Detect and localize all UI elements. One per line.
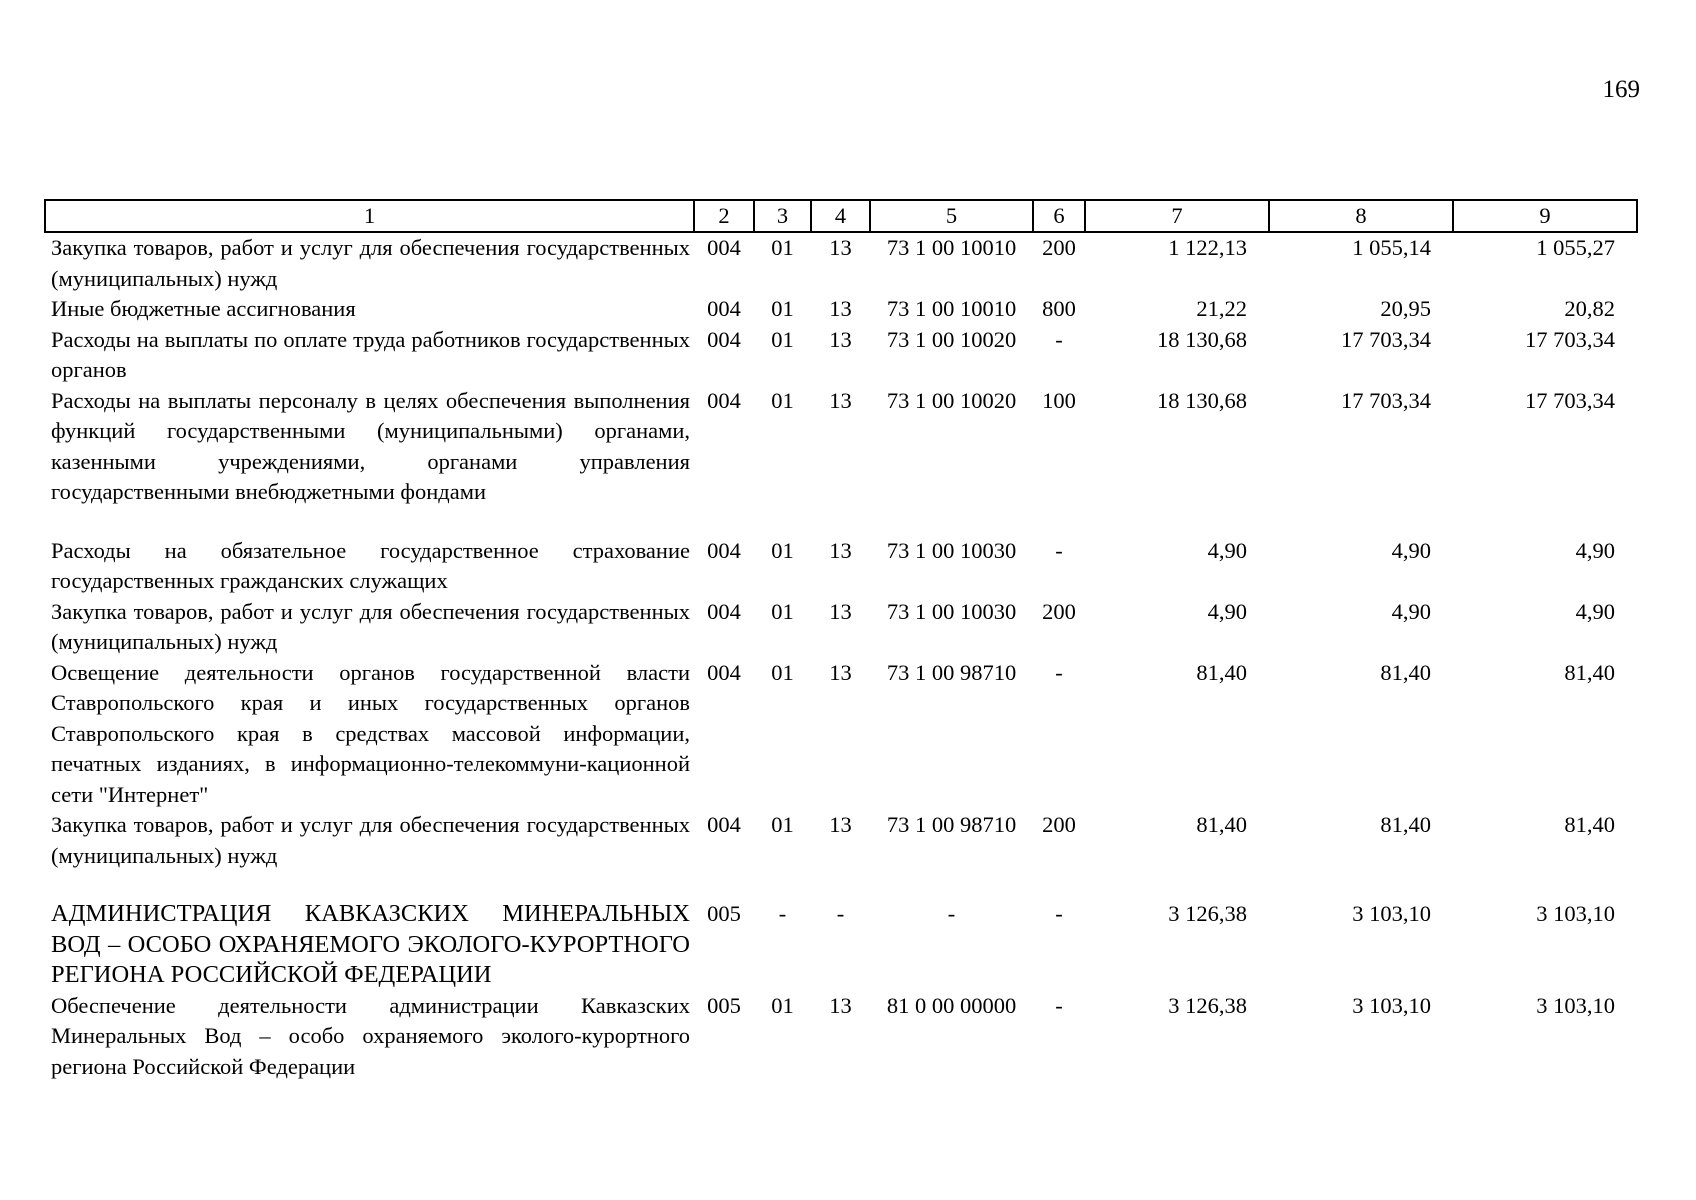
row-code-ministry: 005 bbox=[707, 901, 741, 926]
row-code-target: - bbox=[947, 901, 956, 926]
column-header-2: 2 bbox=[694, 200, 754, 232]
row-name: АДМИНИСТРАЦИЯ КАВКАЗСКИХ МИНЕРАЛЬНЫХ ВОД – ОСОБО ОХРАНЯЕМОГО ЭКОЛОГО-КУРОРТНОГО РЕГИОНА РОССИЙСКОЙ ФЕДЕРАЦИИ bbox=[51, 900, 690, 988]
table-row bbox=[45, 597, 1637, 658]
row-code-subsection: - bbox=[836, 901, 845, 926]
column-header-7: 7 bbox=[1085, 200, 1269, 232]
row-amount-col8: 1 055,14 bbox=[1352, 235, 1431, 260]
row-amount-col8: 81,40 bbox=[1380, 812, 1431, 837]
row-code-expense-type: - bbox=[1055, 537, 1063, 563]
row-name: Обеспечение деятельности администрации Кавказских Минеральных Вод – особо охраняемого эколого-курортного региона Российской Федерации bbox=[51, 992, 690, 1079]
row-code-ministry: 004 bbox=[707, 812, 741, 837]
column-header-9: 9 bbox=[1453, 200, 1637, 232]
row-code-subsection: 13 bbox=[829, 537, 852, 563]
row-amount-col9: 4,90 bbox=[1575, 598, 1615, 624]
table-row bbox=[45, 658, 1637, 811]
row-name: Расходы на выплаты по оплате труда работников государственных органов bbox=[51, 326, 690, 382]
row-code-subsection: 13 bbox=[829, 659, 852, 685]
row-code-subsection: 13 bbox=[829, 326, 852, 352]
row-code-subsection: 13 bbox=[829, 812, 852, 837]
row-code-expense-type: - bbox=[1055, 659, 1063, 685]
row-amount-col8: 81,40 bbox=[1380, 659, 1431, 685]
row-code-target: 81 0 00 00000 bbox=[886, 992, 1017, 1018]
row-amount-col9: 81,40 bbox=[1564, 659, 1615, 685]
row-name: Иные бюджетные ассигнования bbox=[51, 296, 356, 321]
row-code-ministry: 004 bbox=[707, 537, 741, 563]
row-code-expense-type: - bbox=[1055, 326, 1063, 352]
row-code-expense-type: 200 bbox=[1042, 812, 1076, 837]
page-number: 169 bbox=[1602, 76, 1640, 103]
row-code-section: 01 bbox=[771, 659, 794, 685]
column-header-4: 4 bbox=[811, 200, 870, 232]
row-code-ministry: 004 bbox=[707, 235, 741, 260]
row-code-subsection: 13 bbox=[829, 235, 852, 260]
table-row bbox=[45, 810, 1637, 871]
row-amount-col8: 17 703,34 bbox=[1341, 326, 1431, 352]
row-code-section: 01 bbox=[771, 598, 794, 624]
row-amount-col7: 4,90 bbox=[1207, 598, 1247, 624]
row-spacer bbox=[45, 871, 1637, 899]
row-amount-col8: 17 703,34 bbox=[1341, 387, 1431, 413]
row-code-expense-type: 200 bbox=[1042, 235, 1076, 260]
row-amount-col8: 20,95 bbox=[1380, 296, 1431, 321]
row-code-section: 01 bbox=[771, 235, 794, 260]
row-name: Освещение деятельности органов государственной власти Ставропольского края и иных государственных органов Ставропольского края в средствах массовой информации, печатных изданиях, в информационно-телекоммуни-кационной сети "Интернет" bbox=[51, 659, 690, 807]
row-code-target: 73 1 00 10030 bbox=[886, 537, 1017, 563]
row-amount-col7: 3 126,38 bbox=[1168, 901, 1247, 926]
table-row bbox=[45, 899, 1637, 991]
row-amount-col9: 3 103,10 bbox=[1536, 992, 1615, 1018]
row-amount-col9: 20,82 bbox=[1564, 296, 1615, 321]
row-amount-col7: 81,40 bbox=[1196, 812, 1247, 837]
row-code-target: 73 1 00 10010 bbox=[886, 296, 1017, 321]
table-row bbox=[45, 536, 1637, 597]
row-code-target: 73 1 00 10020 bbox=[886, 326, 1017, 352]
column-header-3: 3 bbox=[754, 200, 811, 232]
row-code-ministry: 004 bbox=[707, 326, 741, 352]
column-number-row bbox=[45, 200, 1637, 232]
row-code-target: 73 1 00 10010 bbox=[886, 235, 1017, 260]
row-amount-col9: 17 703,34 bbox=[1525, 326, 1615, 352]
row-code-expense-type: 200 bbox=[1042, 598, 1076, 624]
column-header-5: 5 bbox=[870, 200, 1033, 232]
row-amount-col7: 3 126,38 bbox=[1168, 992, 1247, 1018]
row-amount-col9: 4,90 bbox=[1575, 537, 1615, 563]
row-code-section: 01 bbox=[771, 537, 794, 563]
row-code-section: 01 bbox=[771, 296, 794, 321]
row-code-ministry: 004 bbox=[707, 659, 741, 685]
row-code-target: 73 1 00 10030 bbox=[886, 598, 1017, 624]
row-amount-col8: 3 103,10 bbox=[1352, 992, 1431, 1018]
row-code-subsection: 13 bbox=[829, 387, 852, 413]
row-code-section: 01 bbox=[771, 326, 794, 352]
row-name: Закупка товаров, работ и услуг для обеспечения государственных (муниципальных) нужд bbox=[51, 598, 690, 654]
table-row bbox=[45, 232, 1637, 294]
row-code-section: 01 bbox=[771, 387, 794, 413]
row-amount-col7: 81,40 bbox=[1196, 659, 1247, 685]
spacer-cell bbox=[45, 508, 1637, 536]
row-code-expense-type: 800 bbox=[1042, 296, 1076, 321]
row-amount-col8: 4,90 bbox=[1391, 598, 1431, 624]
row-amount-col9: 1 055,27 bbox=[1536, 235, 1615, 260]
row-amount-col9: 17 703,34 bbox=[1525, 387, 1615, 413]
row-code-section: 01 bbox=[771, 812, 794, 837]
row-code-expense-type: - bbox=[1055, 901, 1063, 926]
row-code-section: 01 bbox=[771, 992, 794, 1018]
row-code-subsection: 13 bbox=[829, 992, 852, 1018]
row-code-ministry: 004 bbox=[707, 598, 741, 624]
column-header-1: 1 bbox=[45, 200, 694, 232]
row-amount-col7: 18 130,68 bbox=[1157, 387, 1247, 413]
row-name: Расходы на обязательное государственное страхование государственных гражданских служащих bbox=[51, 537, 690, 593]
spacer-cell bbox=[45, 871, 1637, 899]
table-row bbox=[45, 325, 1637, 386]
row-amount-col7: 4,90 bbox=[1207, 537, 1247, 563]
row-code-subsection: 13 bbox=[829, 296, 852, 321]
budget-table bbox=[44, 199, 1638, 1082]
table-row bbox=[45, 294, 1637, 325]
row-amount-col7: 21,22 bbox=[1196, 296, 1247, 321]
row-code-target: 73 1 00 98710 bbox=[886, 812, 1017, 837]
row-code-section: - bbox=[778, 901, 787, 926]
row-code-subsection: 13 bbox=[829, 598, 852, 624]
row-code-target: 73 1 00 98710 bbox=[886, 659, 1017, 685]
table-row bbox=[45, 386, 1637, 508]
row-code-target: 73 1 00 10020 bbox=[886, 387, 1017, 413]
column-header-8: 8 bbox=[1269, 200, 1453, 232]
row-code-ministry: 004 bbox=[707, 387, 741, 413]
row-amount-col8: 4,90 bbox=[1391, 537, 1431, 563]
table-row bbox=[45, 991, 1637, 1083]
row-spacer bbox=[45, 508, 1637, 536]
row-code-expense-type: - bbox=[1055, 992, 1063, 1018]
row-name: Закупка товаров, работ и услуг для обеспечения государственных (муниципальных) нужд bbox=[51, 235, 690, 291]
column-header-6: 6 bbox=[1033, 200, 1085, 232]
row-amount-col9: 3 103,10 bbox=[1536, 901, 1615, 926]
row-amount-col7: 1 122,13 bbox=[1168, 235, 1247, 260]
row-name: Закупка товаров, работ и услуг для обеспечения государственных (муниципальных) нужд bbox=[51, 812, 690, 868]
row-code-ministry: 005 bbox=[707, 992, 741, 1018]
row-amount-col9: 81,40 bbox=[1564, 812, 1615, 837]
row-code-ministry: 004 bbox=[707, 296, 741, 321]
row-code-expense-type: 100 bbox=[1042, 387, 1076, 413]
row-amount-col7: 18 130,68 bbox=[1157, 326, 1247, 352]
row-amount-col8: 3 103,10 bbox=[1352, 901, 1431, 926]
row-name: Расходы на выплаты персоналу в целях обеспечения выполнения функций государственными (муниципальными) органами, казенными учреждениями, органами управления государственными внебюджетными фондами bbox=[51, 387, 690, 504]
